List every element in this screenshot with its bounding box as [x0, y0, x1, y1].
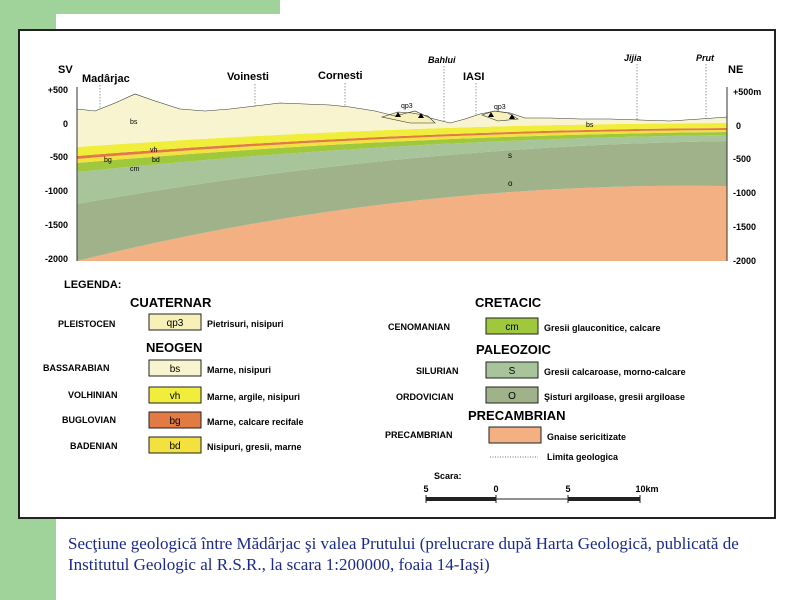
legend-desc: Gresii glauconitice, calcare — [544, 323, 661, 333]
legend-stage: BUGLOVIAN — [62, 415, 116, 425]
direction-ne: NE — [728, 64, 744, 76]
figure-caption: Secţiune geologică între Mădârjac şi valea Prutului (prelucrare după Harta Geologică, publicată de Institutul Geologic al R.S.R., la scara 1:200000, foaia 14-Iaşi) — [68, 534, 739, 574]
section-label-o: o — [508, 179, 513, 188]
place-cornesti: Cornesti — [318, 70, 363, 82]
place-iasi: IASI — [463, 71, 485, 83]
right-axis-label: 0 — [736, 121, 742, 131]
scale-tick: 5 — [423, 484, 429, 494]
right-axis-label: -1500 — [733, 222, 757, 232]
legend-code: cm — [505, 322, 519, 333]
section-label-bs: bs — [130, 119, 138, 126]
legend-group-cuaternar: CUATERNAR — [130, 295, 212, 310]
legend-code: vh — [169, 391, 181, 402]
place-madarjac: Madârjac — [82, 73, 130, 85]
legend-stage: VOLHINIAN — [68, 390, 118, 400]
legend-code: bg — [169, 416, 181, 427]
left-axis-label: +500 — [47, 85, 68, 95]
cross-section — [45, 53, 761, 266]
legend-desc: Marne, argile, nisipuri — [207, 392, 301, 402]
legend-swatch-precambrian — [489, 427, 541, 443]
right-axis-label: -500 — [733, 154, 752, 164]
section-label-qp3-2: qp3 — [494, 104, 506, 111]
legend-group-precambrian: PRECAMBRIAN — [468, 408, 566, 423]
legend-group-cretacic: CRETACIC — [475, 295, 542, 310]
legend-stage: ORDOVICIAN — [396, 392, 454, 402]
legend-stage: SILURIAN — [416, 366, 459, 376]
scale-tick: 5 — [565, 484, 571, 494]
section-label-qp3-1: qp3 — [401, 103, 413, 110]
section-label-vh: vh — [150, 147, 158, 154]
left-axis-label: -1500 — [44, 220, 68, 230]
geological-figure — [18, 29, 776, 519]
legend-stage: BASSARABIAN — [43, 363, 110, 373]
legend-group-paleozoic: PALEOZOIC — [476, 342, 551, 357]
scale-title: Scara: — [434, 471, 462, 481]
legend-desc: Marne, nisipuri — [207, 365, 272, 375]
right-axis-label: -1000 — [733, 188, 757, 198]
right-axis-label: -2000 — [733, 256, 757, 266]
legend-code: O — [508, 391, 516, 402]
left-axis-label: -500 — [49, 152, 68, 162]
scale-tick: 0 — [493, 484, 499, 494]
legend-desc: Pietrisuri, nisipuri — [207, 319, 284, 329]
boundary-label: Limita geologica — [547, 452, 619, 462]
section-label-bs-2: bs — [586, 122, 594, 129]
direction-sv: SV — [58, 64, 73, 76]
legend-desc: Şisturi argiloase, gresii argiloase — [544, 392, 686, 402]
section-label-cm: cm — [130, 166, 140, 173]
legend-stage: CENOMANIAN — [388, 322, 450, 332]
legend-stage: PRECAMBRIAN — [385, 430, 453, 440]
legend-title: LEGENDA: — [64, 279, 122, 291]
legend-code: S — [508, 366, 516, 377]
legend-stage: PLEISTOCEN — [58, 319, 116, 329]
right-axis-label: +500m — [733, 87, 762, 97]
legend-stage: BADENIAN — [70, 441, 118, 451]
section-label-bg: bg — [104, 157, 112, 164]
section-label-s: s — [508, 151, 512, 160]
legend-desc: Nisipuri, gresii, marne — [207, 442, 302, 452]
scale-tick: 10km — [635, 484, 659, 494]
scale-bar-fill — [568, 497, 640, 501]
figure-svg — [20, 31, 774, 517]
legend-desc: Marne, calcare recifale — [207, 417, 304, 427]
legend-code: bd — [169, 441, 181, 452]
legend-code: bs — [169, 364, 181, 375]
place-prut: Prut — [696, 53, 714, 63]
legend-desc: Gresii calcaroase, morno-calcare — [544, 367, 686, 377]
legend-code: qp3 — [166, 318, 184, 329]
left-axis-label: -2000 — [44, 254, 68, 264]
place-jijia: Jijia — [624, 53, 642, 63]
place-voinesti: Voinesti — [227, 71, 269, 83]
legend-desc: Gnaise sericitizate — [547, 432, 627, 442]
left-axis-label: -1000 — [44, 186, 68, 196]
section-label-bd: bd — [152, 157, 160, 164]
left-axis-label: 0 — [62, 119, 68, 129]
legend-group-neogen: NEOGEN — [146, 340, 203, 355]
scale-bar-fill — [426, 497, 496, 501]
legend — [43, 279, 686, 503]
place-bahlui: Bahlui — [428, 55, 456, 65]
